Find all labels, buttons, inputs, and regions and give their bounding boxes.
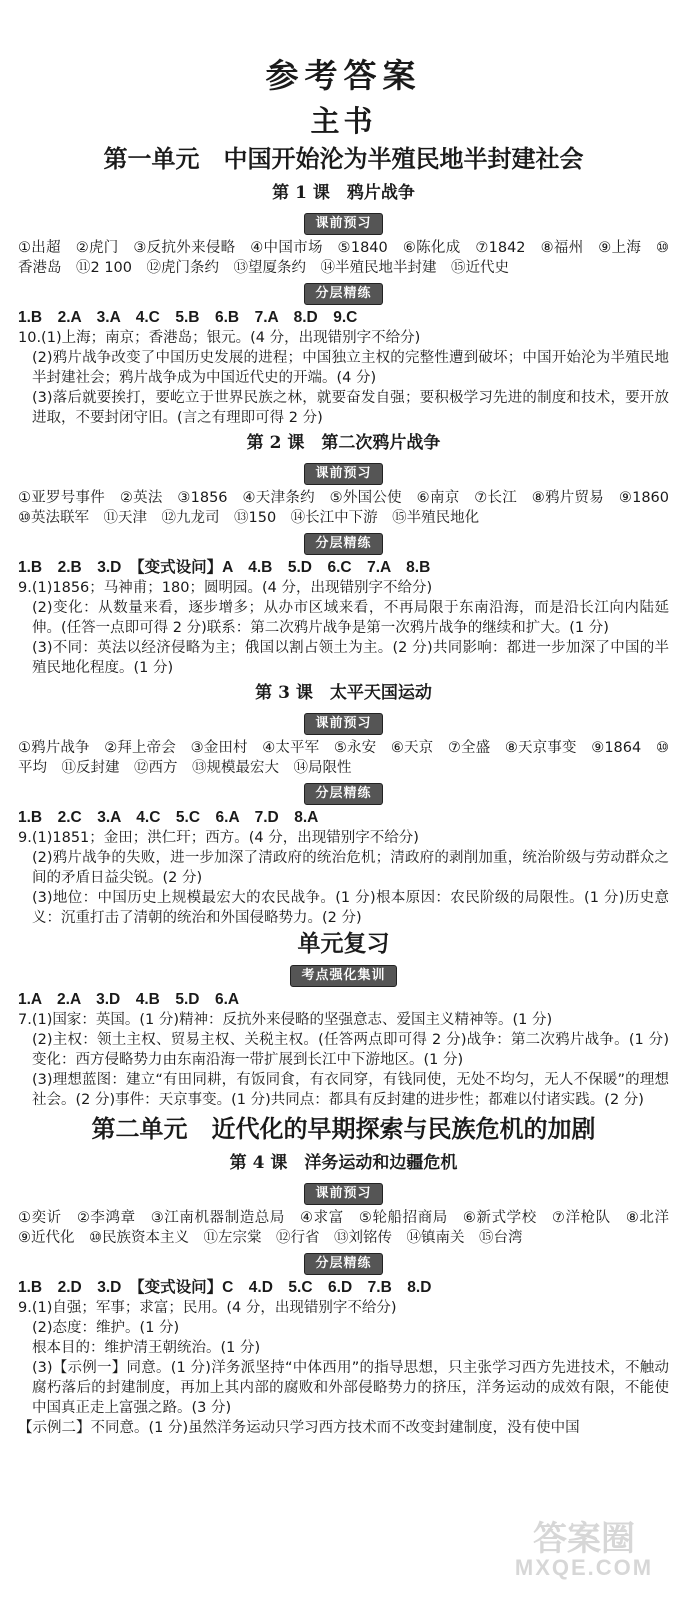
section-tag: 课前预习 [304, 713, 382, 735]
page-title: 参考答案 [265, 56, 422, 95]
answer-paragraph: (2)鸦片战争的失败，进一步加深了清政府的统治危机；清政府的剥削加重，统治阶级与劳动群众之间的矛盾日益尖锐。(2 分) [32, 850, 669, 886]
section-tag: 考点强化集训 [290, 965, 396, 987]
answer-paragraph: (2)主权：领土主权、贸易主权、关税主权。(任答两点即可得 2 分)战争：第二次鸦片战争。(1 分)变化：西方侵略势力由东南沿海一带扩展到长江中下游地区。(1 分) [32, 1032, 669, 1068]
answer-paragraph: 9.(1)1856；马神甫；180；圆明园。(4 分，出现错别字不给分) [18, 580, 433, 596]
section-tag: 分层精练 [304, 783, 382, 805]
choice-answers: 1.B 2.A 3.A 4.C 5.B 6.B 7.A 8.D 9.C [18, 309, 358, 326]
answer-paragraph: 7.(1)国家：英国。(1 分)精神：反抗外来侵略的坚强意志、爱国主义精神等。(1 分) [18, 1012, 553, 1028]
section-tag: 课前预习 [304, 1183, 382, 1205]
preview-answers: ①鸦片战争 ②拜上帝会 ③金田村 ④太平军 ⑤永安 ⑥天京 ⑦全盛 ⑧天京事变 ⑨1864 ⑩平均 ⑪反封建 ⑫西方 ⑬规模最宏大 ⑭局限性 [18, 740, 669, 776]
watermark-text: 答案圈 [533, 1520, 635, 1558]
section-tag: 分层精练 [304, 533, 382, 555]
section-tag: 分层精练 [304, 1253, 382, 1275]
answer-paragraph: (3)理想蓝图：建立“有田同耕，有饭同食，有衣同穿，有钱同使，无处不均匀，无人不保暖”的理想社会。(2 分)事件：天京事变。(1 分)共同点：都具有反封建的进步性；都难以付诸实践。(2 分) [32, 1072, 669, 1108]
answer-paragraph: 10.(1)上海；南京；香港岛；银元。(4 分，出现错别字不给分) [18, 330, 421, 346]
lesson-heading: 第 4 课 洋务运动和边疆危机 [229, 1153, 458, 1173]
watermark-logo [489, 1521, 679, 1583]
choice-answers: 1.B 2.D 3.D 【变式设问】C 4.D 5.C 6.D 7.B 8.D [18, 1279, 432, 1296]
preview-answers: ①亚罗号事件 ②英法 ③1856 ④天津条约 ⑤外国公使 ⑥南京 ⑦长江 ⑧鸦片贸易 ⑨1860 ⑩英法联军 ⑪天津 ⑫九龙司 ⑬150 ⑭长江中下游 ⑮半殖民地化 [18, 490, 684, 526]
page-subtitle: 主书 [310, 104, 377, 138]
answer-paragraph: (3)【示例一】同意。(1 分)洋务派坚持“中体西用”的指导思想，只主张学习西方先进技术，不触动腐朽落后的封建制度，再加上其内部的腐败和外部侵略势力的挤压，洋务运动的成效有限，不能使中国真正走上富强之路。(3 分) [32, 1360, 669, 1416]
lesson-heading: 第 3 课 太平天国运动 [255, 683, 432, 703]
unit-heading: 第一单元 中国开始沦为半殖民地半封建社会 [103, 145, 584, 173]
section-tag: 课前预习 [304, 213, 382, 235]
lesson-heading: 第 1 课 鸦片战争 [272, 183, 415, 203]
watermark-url: MXQE.COM [514, 1555, 654, 1580]
answer-paragraph: 根本目的：维护清王朝统治。(1 分) [32, 1340, 261, 1356]
answer-paragraph: 9.(1)自强；军事；求富；民用。(4 分，出现错别字不给分) [18, 1300, 397, 1316]
lesson-heading: 第 2 课 第二次鸦片战争 [246, 433, 441, 453]
preview-answers: ①奕䜣 ②李鸿章 ③江南机器制造总局 ④求富 ⑤轮船招商局 ⑥新式学校 ⑦洋枪队 ⑧北洋 ⑨近代化 ⑩民族资本主义 ⑪左宗棠 ⑫行省 ⑬刘铭传 ⑭镇南关 ⑮台湾 [18, 1210, 684, 1246]
answer-paragraph: (3)地位：中国历史上规模最宏大的农民战争。(1 分)根本原因：农民阶级的局限性。(1 分)历史意义：沉重打击了清朝的统治和外国侵略势力。(2 分) [32, 890, 669, 926]
answer-paragraph: (3)不同：英法以经济侵略为主；俄国以割占领土为主。(2 分)共同影响：都进一步加深了中国的半殖民地化程度。(1 分) [32, 640, 669, 676]
answer-paragraph: (2)鸦片战争改变了中国历史发展的进程；中国独立主权的完整性遭到破坏；中国开始沦为半殖民地半封建社会；鸦片战争成为中国近代史的开端。(4 分) [32, 350, 669, 386]
choice-answers: 1.B 2.B 3.D 【变式设问】A 4.B 5.D 6.C 7.A 8.B [18, 559, 431, 576]
unit-heading: 第二单元 近代化的早期探索与民族危机的加剧 [91, 1115, 596, 1143]
answer-paragraph: 9.(1)1851；金田；洪仁玕；西方。(4 分，出现错别字不给分) [18, 830, 419, 846]
section-tag: 课前预习 [304, 463, 382, 485]
answer-paragraph: (2)态度：维护。(1 分) [32, 1320, 180, 1336]
preview-answers: ①出超 ②虎门 ③反抗外来侵略 ④中国市场 ⑤1840 ⑥陈化成 ⑦1842 ⑧福州 ⑨上海 ⑩香港岛 ⑪2 100 ⑫虎门条约 ⑬望厦条约 ⑭半殖民地半封建 ⑮近代史 [18, 240, 669, 276]
answer-paragraph: 【示例二】不同意。(1 分)虽然洋务运动只学习西方技术而不改变封建制度，没有使中国 [18, 1420, 580, 1436]
section-tag: 分层精练 [304, 283, 382, 305]
answer-paragraph: (2)变化：从数量来看，逐步增多；从办市区域来看，不再局限于东南沿海，而是沿长江向内陆延伸。(任答一点即可得 2 分)联系：第二次鸦片战争是第一次鸦片战争的继续和扩大。(1 分) [32, 600, 669, 636]
answer-paragraph: (3)落后就要挨打，要屹立于世界民族之林，就要奋发自强；要积极学习先进的制度和技术，要开放进取，不要封闭守旧。(言之有理即可得 2 分) [32, 390, 669, 426]
choice-answers: 1.A 2.A 3.D 4.B 5.D 6.A [18, 991, 240, 1008]
choice-answers: 1.B 2.C 3.A 4.C 5.C 6.A 7.D 8.A [18, 809, 319, 826]
review-heading: 单元复习 [297, 931, 390, 957]
